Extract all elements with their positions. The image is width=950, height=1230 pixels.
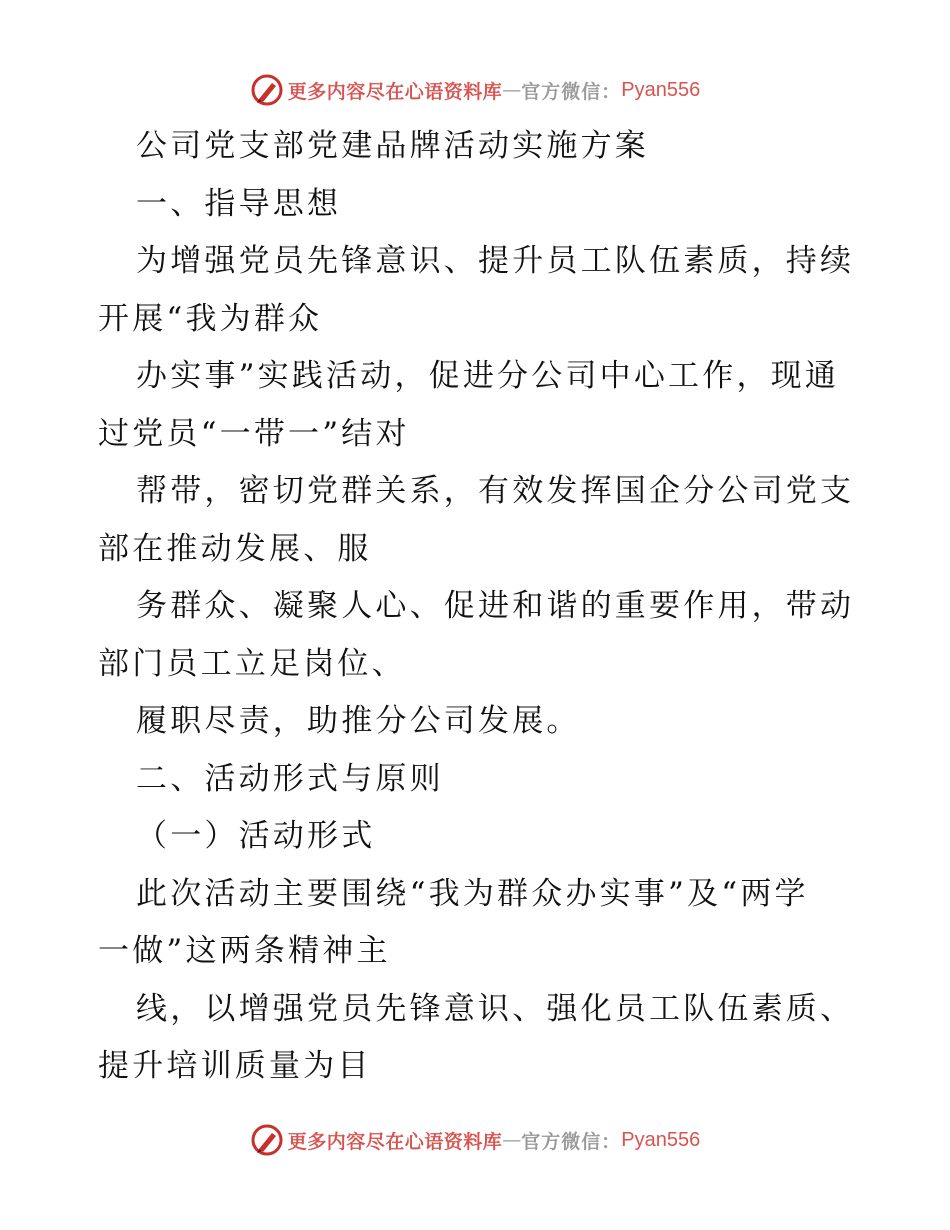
header-banner (0, 70, 950, 110)
text-line: 提升培训质量为目 (98, 1048, 372, 1084)
text-line: 帮带，密切党群关系，有效发挥国企分公司党支 (136, 473, 855, 509)
banner-text: 更多内容尽在心语资料库 (287, 80, 503, 103)
text-line: 部门员工立足岗位、 (98, 645, 406, 682)
banner-wechat-id: Pyan556 (621, 1128, 701, 1151)
text-line: 一做”这两条精神主 (98, 933, 391, 969)
banner-wechat-id: Pyan556 (621, 78, 701, 101)
text-line: 过党员“一带一”结对 (98, 415, 410, 452)
banner-text: 更多内容尽在心语资料库 (287, 1130, 503, 1153)
banner-wechat-label: 官方微信： (521, 80, 622, 103)
text-line: 开展“我为群众 (98, 300, 323, 337)
footer-banner (0, 1120, 950, 1160)
text-line: （一）活动形式 (136, 818, 376, 854)
text-line: 履职尽责，助推分公司发展。 (136, 703, 581, 739)
text-line: 此次活动主要围绕“我为群众办实事”及“两学 (136, 875, 809, 912)
text-line: 线，以增强党员先锋意识、强化员工队伍素质、 (136, 990, 855, 1027)
banner-dash: — (502, 79, 522, 101)
text-line: 为增强党员先锋意识、提升员工队伍素质，持续 (136, 243, 855, 279)
text-line: 公司党支部党建品牌活动实施方案 (136, 128, 649, 164)
banner-dash: — (502, 1129, 522, 1151)
pen-logo-icon (250, 1123, 284, 1157)
text-line: 办实事”实践活动，促进分公司中心工作，现通 (136, 358, 840, 394)
banner-wechat-label: 官方微信： (521, 1130, 622, 1153)
text-line: 部在推动发展、服 (98, 530, 372, 567)
document-body (98, 118, 858, 1096)
text-line: 务群众、凝聚人心、促进和谐的重要作用，带动 (136, 588, 855, 624)
text-line: 一、指导思想 (136, 185, 342, 222)
pen-logo-icon (250, 73, 284, 107)
text-line: 二、活动形式与原则 (136, 760, 444, 797)
